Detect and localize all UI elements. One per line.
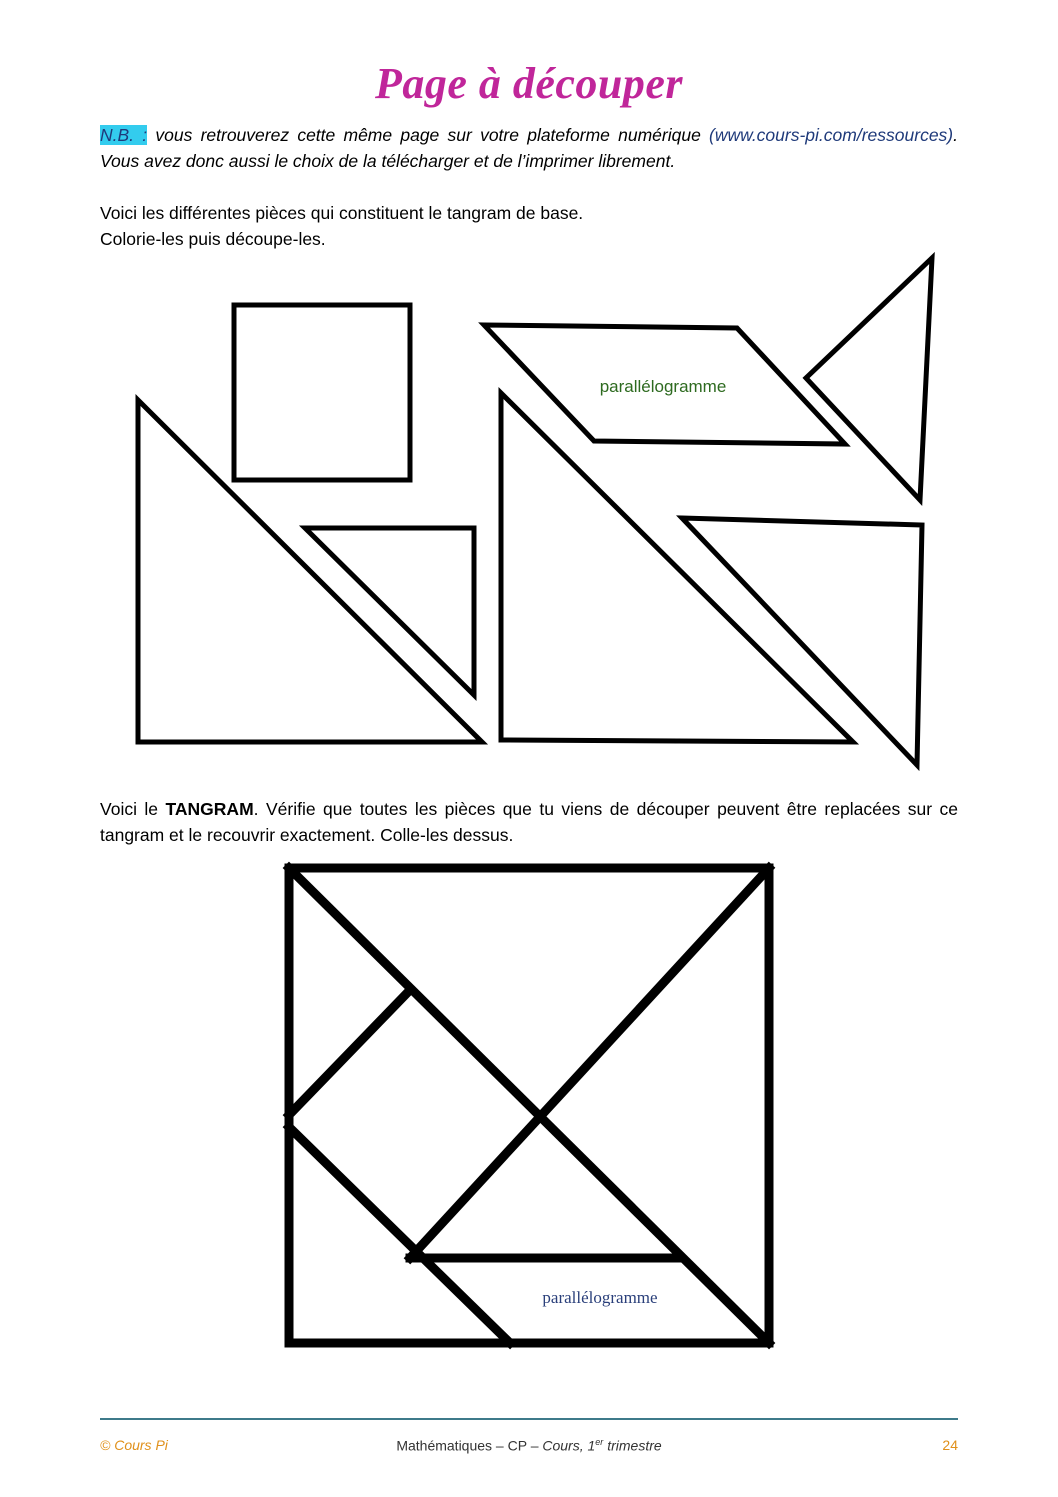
footer-course-info [0, 1437, 1058, 1454]
intro-line-1: Voici les différentes pièces qui constituent le tangram de base. [100, 203, 584, 223]
footer-subject: Mathématiques – CP – [396, 1437, 543, 1454]
intro-line-2: Colorie-les puis découpe-les. [100, 229, 326, 249]
tangram-square-edge-bottom [289, 1127, 510, 1343]
note-text-after: . Vous avez donc aussi le choix de la télécharger et de l’imprimer librement. [100, 125, 958, 171]
footer-page-number: 24 [942, 1437, 958, 1453]
footer-copyright: © Cours Pi [100, 1437, 168, 1453]
footer-ordinal: er [595, 1437, 604, 1447]
footer-course: Cours, 1 [542, 1437, 596, 1454]
note-text-before: vous retrouverez cette même page sur votre plateforme numérique [147, 125, 710, 145]
footer-term: trimestre [603, 1437, 662, 1454]
piece-small-triangle-right [806, 258, 932, 500]
piece-medium-triangle [682, 518, 922, 765]
piece-large-triangle-left [138, 400, 482, 742]
tangram-paragraph [100, 796, 958, 848]
tangram-text-before: Voici le [100, 799, 166, 819]
piece-small-triangle-mid [305, 528, 474, 695]
tangram-diagonal-main [289, 868, 769, 1343]
tangram-square-edge-top [289, 990, 410, 1115]
footer-rule [100, 1418, 958, 1420]
piece-square [234, 305, 410, 480]
tangram-parallelogram-label: parallélogramme [542, 1288, 658, 1307]
resources-link[interactable]: (www.cours-pi.com/ressources) [709, 125, 954, 145]
tangram-text-after: . Vérifie que toutes les pièces que tu viens de découper peuvent être replacées sur ce tangram et le recouvrir exactement. Colle-les dessus. [100, 799, 959, 845]
page-title: Page à découper [374, 59, 684, 108]
tangram-keyword: TANGRAM [165, 799, 254, 819]
note-label: N.B. : [100, 125, 148, 145]
piece-parallelogram-label: parallélogramme [599, 377, 727, 396]
tangram-diagonal-upper [410, 868, 769, 1258]
